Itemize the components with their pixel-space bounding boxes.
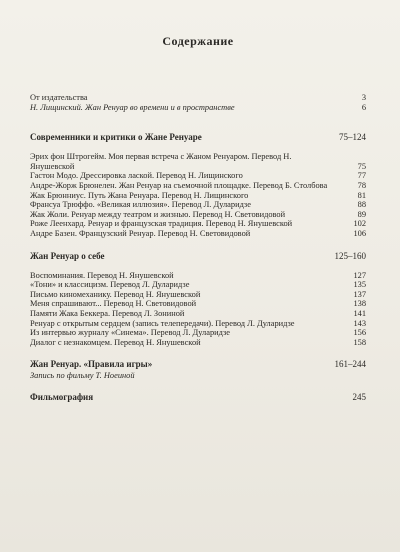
entry-page: 127 bbox=[353, 270, 366, 280]
entry-text: От издательства bbox=[30, 93, 88, 102]
section-title: Жан Ренуар. «Правила игры» bbox=[30, 359, 153, 370]
entry-text: Диалог с незнакомцем. Перевод Н. Янушевской bbox=[30, 337, 201, 347]
entry-page: 75 bbox=[357, 161, 366, 171]
entry-page: 102 bbox=[353, 219, 366, 229]
entry-text: Андре Базен. Французский Ренуар. Перевод Н. Световидовой bbox=[30, 228, 251, 238]
toc-entry bbox=[30, 93, 366, 103]
section-pages: 125–160 bbox=[334, 250, 366, 261]
rules-of-game-section bbox=[30, 359, 366, 380]
intro-section bbox=[30, 93, 366, 112]
entry-page: 137 bbox=[353, 289, 366, 299]
section-title: Современники и критики о Жане Ренуаре bbox=[30, 132, 202, 143]
entry-page: 81 bbox=[357, 190, 366, 200]
filmography-title: Фильмография bbox=[30, 392, 94, 403]
entry-text: Н. Лищинский. Жан Ренуар во времени и в пространстве bbox=[30, 102, 235, 112]
entry-text: Ренуар с открытым сердцем (запись телепередачи). Перевод Л. Дуларидзе bbox=[30, 318, 295, 328]
entry-text: Из интервью журналу «Синема». Перевод Л. Дуларидзе bbox=[30, 328, 231, 338]
toc-entry bbox=[30, 210, 366, 220]
entry-text: Роже Леенхард. Ренуар и французская традиция. Перевод Н. Янушевской bbox=[30, 219, 293, 229]
toc-entry bbox=[30, 171, 366, 181]
toc-entry bbox=[30, 191, 366, 201]
toc-entry bbox=[30, 152, 366, 171]
toc-entry bbox=[30, 338, 366, 348]
renoir-self-section bbox=[30, 251, 366, 348]
section-subtitle: Запись по фильму Т. Ноеиной bbox=[30, 371, 135, 381]
entry-page: 143 bbox=[353, 318, 366, 328]
page-title: Содержание bbox=[162, 34, 234, 48]
entry-text: Письмо киномеханику. Перевод Н. Янушевской bbox=[30, 289, 201, 299]
entry-page: 77 bbox=[357, 171, 366, 181]
toc-entry bbox=[30, 309, 366, 319]
toc-entry bbox=[30, 319, 366, 329]
toc-entry bbox=[30, 290, 366, 300]
entry-text: Памяти Жака Беккера. Перевод Л. Зониной bbox=[30, 308, 185, 318]
section-heading bbox=[30, 251, 366, 261]
toc-entry bbox=[30, 200, 366, 210]
entry-page: 138 bbox=[353, 299, 366, 309]
section-pages: 75–124 bbox=[339, 132, 366, 143]
entry-page: 106 bbox=[353, 228, 366, 238]
entry-text: Меня спрашивают... Перевод Н. Световидовой bbox=[30, 299, 197, 309]
entry-text: Воспоминания. Перевод Н. Янушевской bbox=[30, 270, 174, 280]
entry-page: 6 bbox=[361, 102, 366, 112]
entry-page: 156 bbox=[353, 328, 366, 338]
section-pages: 161–244 bbox=[334, 359, 366, 370]
filmography-entry bbox=[30, 392, 366, 402]
entry-text: Андре-Жорж Брюнелен. Жан Ренуар на съемочной площадке. Перевод Б. Столбова bbox=[30, 180, 328, 190]
toc-entry bbox=[30, 280, 366, 290]
section-heading bbox=[30, 132, 366, 142]
section-title: Жан Ренуар о себе bbox=[30, 250, 105, 261]
entry-page: 158 bbox=[353, 337, 366, 347]
toc-entry bbox=[30, 103, 366, 113]
entry-page: 88 bbox=[357, 200, 366, 210]
filmography-page: 245 bbox=[352, 392, 366, 403]
toc-entry bbox=[30, 229, 366, 239]
entry-page: 78 bbox=[357, 180, 366, 190]
entry-page: 3 bbox=[361, 93, 366, 102]
entry-text: Жак Брюнниус. Путь Жана Ренуара. Перевод Н. Лищинского bbox=[30, 190, 249, 200]
entry-text: «Тони» и классицизм. Перевод Л. Дуларидзе bbox=[30, 280, 190, 290]
contemporaries-section bbox=[30, 132, 366, 238]
entry-text: Эрих фон Штрогейм. Моя первая встреча с Жаном Ренуаром. Перевод Н. Янушевской bbox=[30, 152, 292, 171]
entry-page: 89 bbox=[357, 209, 366, 219]
toc-entry bbox=[30, 328, 366, 338]
toc-entry bbox=[30, 299, 366, 309]
toc-entry bbox=[30, 271, 366, 281]
entry-page: 141 bbox=[353, 308, 366, 318]
entry-text: Жак Жоли. Ренуар между театром и жизнью. Перевод Н. Световидовой bbox=[30, 209, 286, 219]
section-heading bbox=[30, 359, 366, 369]
table-of-contents bbox=[30, 34, 366, 402]
toc-entry bbox=[30, 219, 366, 229]
entry-text: Франсуа Трюффо. «Великая иллюзия». Перевод Л. Дуларидзе bbox=[30, 200, 251, 210]
entry-page: 135 bbox=[353, 280, 366, 290]
toc-entry bbox=[30, 181, 366, 191]
entry-text: Гастон Модо. Дрессировка лаской. Перевод Н. Лищинского bbox=[30, 171, 243, 181]
